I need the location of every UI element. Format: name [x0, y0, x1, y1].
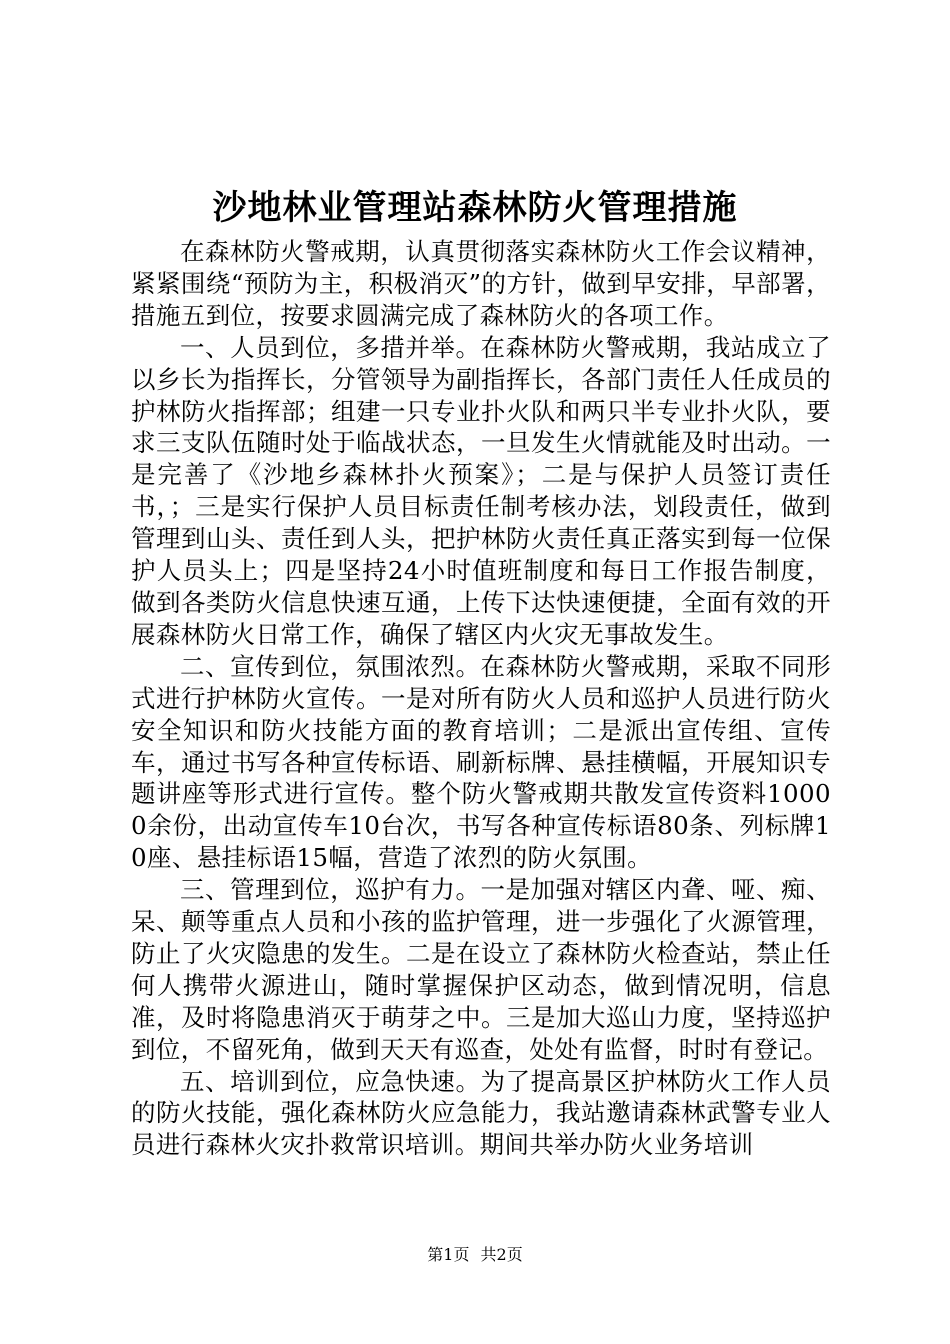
page-number: 第1页	[427, 1245, 470, 1264]
paragraph-personnel: 一、人员到位，多措并举。在森林防火警戒期，我站成立了以乡长为指挥长，分管领导为副指挥长，各部门责任人任成员的护林防火指挥部；组建一只专业扑火队和两只半专业扑火队，要求三支队伍随时处于临战状态，一旦发生火情就能及时出动。一是完善了《沙地乡森林扑火预案》；二是与保护人员签订责任书，；三是实行保护人员目标责任制考核办法，划段责任，做到管理到山头、责任到人头，把护林防火责任真正落实到每一位保护人员头上；四是坚持24小时值班制度和每日工作报告制度，做到各类防火信息快速互通，上传下达快速便捷，全面有效的开展森林防火日常工作，确保了辖区内火灾无事故发生。	[131, 332, 831, 649]
document-title: 沙地林业管理站森林防火管理措施	[212, 188, 738, 228]
page-total: 共2页	[480, 1245, 523, 1264]
paragraph-intro: 在森林防火警戒期，认真贯彻落实森林防火工作会议精神，紧紧围绕“预防为主，积极消灭”的方针，做到早安排，早部署，措施五到位，按要求圆满完成了森林防火的各项工作。	[131, 237, 831, 330]
paragraph-management: 三、管理到位，巡护有力。一是加强对辖区内聋、哑、痴、呆、颠等重点人员和小孩的监护管理，进一步强化了火源管理，防止了火灾隐患的发生。二是在设立了森林防火检查站，禁止任何人携带火源进山，随时掌握保护区动态，做到情况明，信息准，及时将隐患消灭于萌芽之中。三是加大巡山力度，坚持巡护到位，不留死角，做到天天有巡查，处处有监督，时时有登记。	[131, 875, 831, 1064]
document-body	[131, 236, 831, 1161]
paragraph-training: 五、培训到位，应急快速。为了提高景区护林防火工作人员的防火技能，强化森林防火应急能力，我站邀请森林武警专业人员进行森林火灾扑救常识培训。期间共举办防火业务培训	[131, 1066, 831, 1160]
page-footer	[0, 1244, 950, 1266]
paragraph-publicity: 二、宣传到位，氛围浓烈。在森林防火警戒期，采取不同形式进行护林防火宣传。一是对所有防火人员和巡护人员进行防火安全知识和防火技能方面的教育培训；二是派出宣传组、宣传车，通过书写各种宣传标语、刷新标牌、悬挂横幅，开展知识专题讲座等形式进行宣传。整个防火警戒期共散发宣传资料10000余份，出动宣传车10台次，书写各种宣传标语80条、列标牌10座、悬挂标语15幅，营造了浓烈的防火氛围。	[131, 651, 831, 873]
